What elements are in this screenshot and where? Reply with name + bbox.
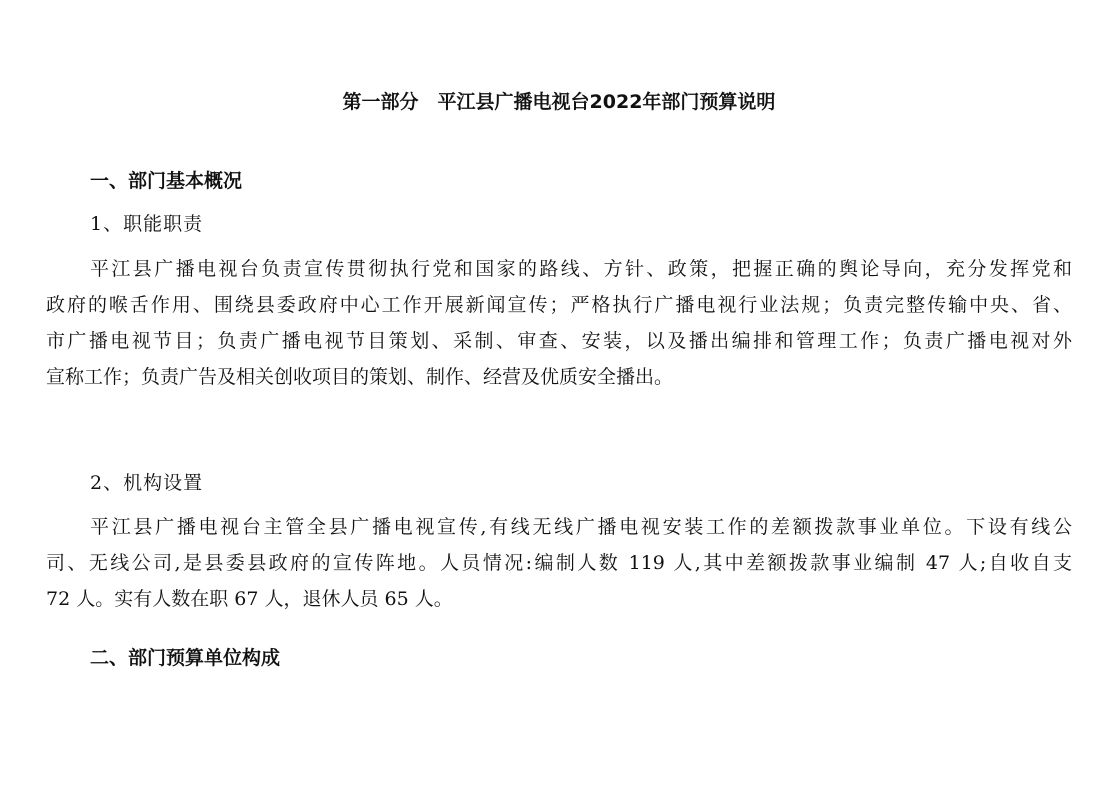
- functions-paragraph: [46, 251, 1072, 395]
- paragraph-line: 宣称工作；负责广告及相关创收项目的策划、制作、经营及优质安全播出。: [46, 366, 674, 388]
- paragraph-line: 平江县广播电视台负责宣传贯彻执行党和国家的路线、方针、政策，把握正确的舆论导向，充分发挥党和: [90, 258, 1072, 280]
- organization-paragraph: [46, 509, 1072, 617]
- paragraph-line: 平江县广播电视台主管全县广播电视宣传,有线无线广播电视安装工作的差额拨款事业单位。下设有线公: [90, 516, 1072, 538]
- subsection-organization-heading: 2、机构设置: [90, 472, 204, 494]
- subsection-functions-heading: 1、职能职责: [90, 213, 204, 235]
- paragraph-line: 司、无线公司,是县委县政府的宣传阵地。人员情况:编制人数 119 人,其中差额拨款事业编制 47 人;自收自支: [46, 552, 1072, 574]
- section-2-heading: 二、部门预算单位构成: [90, 647, 281, 669]
- paragraph-line: 政府的喉舌作用、围绕县委政府中心工作开展新闻宣传；严格执行广播电视行业法规；负责完整传输中央、省、: [46, 294, 1072, 316]
- paragraph-line: 72 人。实有人数在职 67 人，退休人员 65 人。: [46, 588, 453, 610]
- paragraph-line: 市广播电视节目；负责广播电视节目策划、采制、审查、安装，以及播出编排和管理工作；负责广播电视对外: [46, 330, 1072, 352]
- page-title: 第一部分 平江县广播电视台2022年部门预算说明: [342, 91, 776, 113]
- section-1-heading: 一、部门基本概况: [90, 170, 243, 192]
